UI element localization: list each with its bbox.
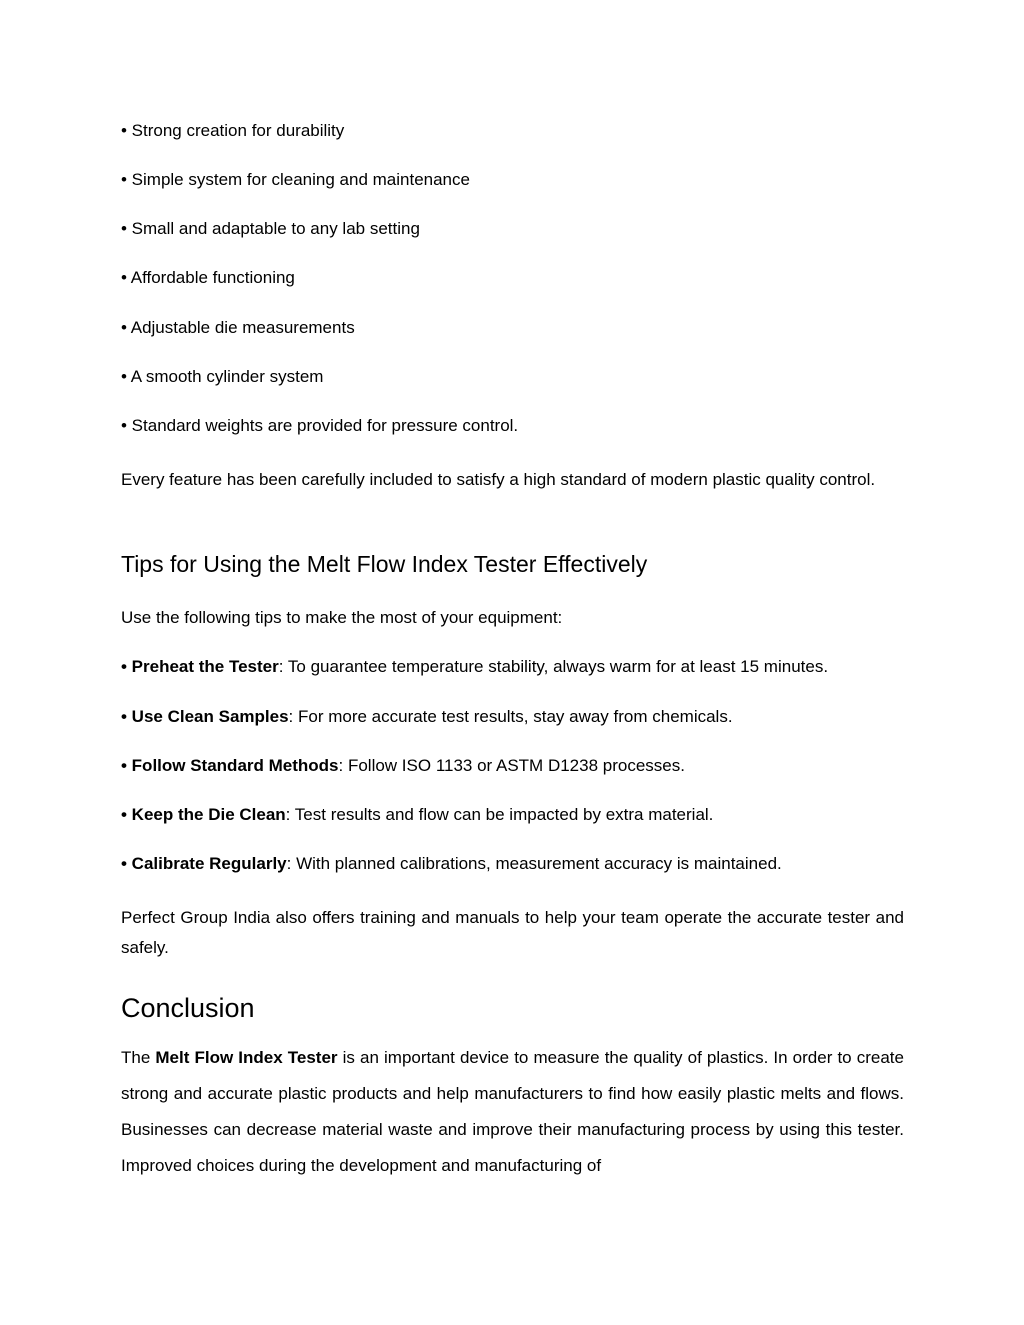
- tips-closing: Perfect Group India also offers training and manuals to help your team operate the accurate tester and safely.: [121, 908, 904, 957]
- feature-item: • Adjustable die measurements: [121, 318, 355, 337]
- tip-item: [121, 805, 713, 825]
- conclusion-lead: The: [121, 1048, 156, 1067]
- tip-item: [121, 657, 828, 677]
- tip-text: : Test results and flow can be impacted by extra material.: [285, 805, 714, 824]
- tip-label: • Use Clean Samples: [121, 707, 289, 726]
- tips-heading: Tips for Using the Melt Flow Index Tester Effectively: [121, 551, 648, 577]
- feature-item: • Affordable functioning: [121, 268, 295, 287]
- feature-item: • Standard weights are provided for pressure control.: [121, 416, 519, 435]
- tip-text: : Follow ISO 1133 or ASTM D1238 processes.: [338, 756, 685, 775]
- tip-label: • Calibrate Regularly: [121, 854, 287, 873]
- tip-item: [121, 854, 782, 874]
- feature-item: • A smooth cylinder system: [121, 367, 324, 386]
- feature-item: • Small and adaptable to any lab setting: [121, 219, 420, 238]
- feature-item: • Strong creation for durability: [121, 121, 345, 140]
- tip-text: : To guarantee temperature stability, always warm for at least 15 minutes.: [278, 657, 829, 676]
- tip-item: [121, 756, 685, 776]
- feature-item: • Simple system for cleaning and maintenance: [121, 170, 470, 189]
- product-name: Melt Flow Index Tester: [155, 1048, 338, 1067]
- tips-intro: Use the following tips to make the most of your equipment:: [121, 608, 563, 627]
- conclusion-text: is an important device to measure the quality of plastics. In order to create strong and accurate plastic products and help manufacturers to find how easily plastic melts and flows. Businesses can decrease material waste and improve their manufacturing process by using this tester. Improved choices during the development and manufacturing of: [121, 1048, 904, 1175]
- tip-label: • Follow Standard Methods: [121, 756, 339, 775]
- tip-label: • Keep the Die Clean: [121, 805, 286, 824]
- tip-text: : With planned calibrations, measurement accuracy is maintained.: [286, 854, 782, 873]
- features-summary: Every feature has been carefully included to satisfy a high standard of modern plastic quality control.: [121, 470, 876, 489]
- conclusion-heading: Conclusion: [121, 993, 255, 1023]
- conclusion-paragraph: [121, 1040, 904, 1184]
- tip-label: • Preheat the Tester: [121, 657, 279, 676]
- tip-text: : For more accurate test results, stay away from chemicals.: [288, 707, 733, 726]
- tip-item: [121, 707, 733, 727]
